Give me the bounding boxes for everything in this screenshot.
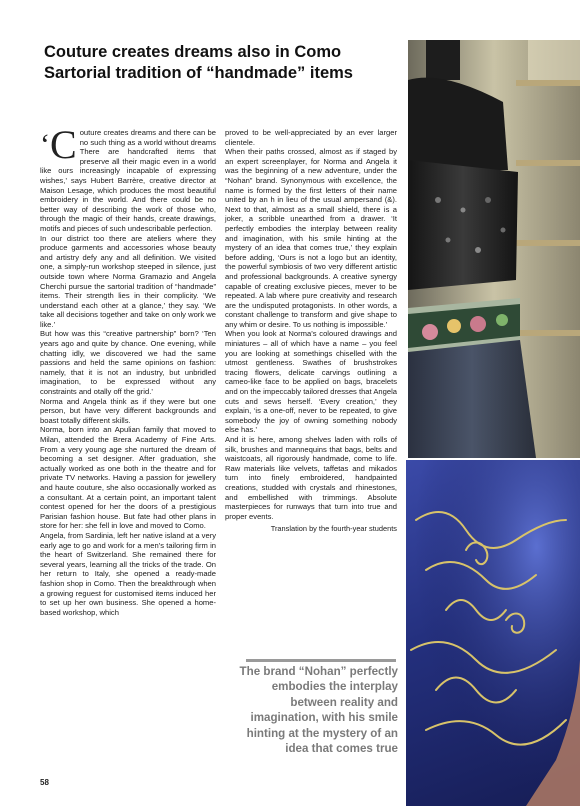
body-paragraph: In our district too there are ateliers where they produce garments and accessories whose beauty and artistry defy any and all definition. We visited one, a simply-run workshop steeped in silence, just outside town where Norma Gramazio and Angela Cherchi pursue the sartorial tradition of “handmade” items. Their strength lies in their complicity. ‘We understand each other at a glance,’ they say. ‘We take all decisions together and take on only work we like.’ [40,233,216,329]
pullquote: The brand “Nohan” perfectly embodies the interplay between reality and imagination, with his smile hinting at the mystery of an idea that comes true [239,665,398,756]
body-paragraph: When their paths crossed, almost as if staged by an expert screenplayer, for Norma and Angela it was the beginning of a new adventure, under the “Nohan” brand. Synonymous with excellence, the name is formed by the first letters of their name united by an h in lieu of the usual ampersand (&). Next to that, almost as a small shield, there is a joker, a scribble unearthed from a drawer. ‘It perfectly embodies the interplay between reality and imagination, with his smile hinting at the mystery of an idea that comes true,’ they explain before adding, ‘Ours is not a logo but an identity, the powerful symbiosis of two very different artistic and professional backgrounds. A creative synergy capable of creating exclusive pieces, mever to be repeated. A lab where pure creativity and research are the undisputed protagonists. In other words, a constant challenge to transform and give shape to any whim or desire. To us nothing is impossible.’ [225,147,397,329]
body-paragraph: And it is here, among shelves laden with rolls of silk, brushes and mannequins that bags, belts and waistcoats, all rigorously handmade, come to life. Raw materials like velvets, taffetas and mikados turn into finely embroidered, handpainted creations, studded with crystals and rhinestones, and embellished with trimmings. Absolute masterpieces for runways that turn into true and proper events. [225,435,397,521]
opening-paragraph: ‘C outure creates dreams and there can be no such thing as a world without dreams There are handcrafted items that preserve all their magic even in a world like ours increasingly incapable of expressing wishes,’ says Hubert Barrère, creative director at Maison Lesage, which produces the most beautiful embroidery in the world. And there could be no better way of describing the work of those who, through the magic of their hands, create drawings, motifs and pieces of such undescribable perfection. [40,122,216,233]
pullquote-rule [246,659,396,662]
translation-credit: Translation by the fourth-year students [270,524,397,534]
headline-line-2: Sartorial tradition of “handmade” items [44,64,353,82]
mannequin-illustration [408,40,580,458]
body-paragraph: proved to be well-appreciated by an ever larger clientele. [225,128,397,147]
body-paragraph: Norma and Angela think as if they were but one person, but have very different backgrounds and boast totally different skills. [40,396,216,425]
body-paragraph: When you look at Norma’s coloured drawings and miniatures – all of which have a name – you feel you are looking at somethings chiselled with the utmost gentleness. Swathes of brushstrokes tracing flowers, delicate carvings outlining a cameo-like face to be applied on bags, bracelets and on the impeccably tailored dresses that Angela cuts and sews herself. ‘Every creation,’ they explain, ‘is a one-off, never to be repeated, to give somebody the joy of owning something nobody else has.’ [225,329,397,435]
middle-column [225,128,397,534]
body-paragraph: Angela, from Sardinia, left her native island at a very early age to go and work for a men’s tailoring firm in the heart of Switzerland. She remained there for several years, learning all the tricks of the trade. On her return to Italy, she opened a ready-made fashion shop in Como. Then the breakthrough when a growing reguest for customised items induced her to set up her own business. She opened a home-based workshop, which [40,530,217,617]
left-column [40,122,217,617]
dropcap: ‘C [40,122,77,167]
embroidery-illustration [406,460,580,806]
page-number: 58 [40,778,49,787]
headline-line-1: Couture creates dreams also in Como [44,43,342,61]
headline [44,42,384,84]
body-paragraph: But how was this “creative partnership” born? ‘Ten years ago and quite by chance. One evening, while chatting idly, we discovered we had the same passions and held the same opinions on fashion: namely, that it is not an industry, but unbridled imagination, to be expressed without any constraints and otally off the grid.’ [40,329,216,397]
mannequin-photo [408,40,580,458]
embroidery-photo [406,460,580,806]
body-paragraph: Norma, born into an Apulian family that moved to Milan, attended the Brera Academy of Fine Arts. From a very young age she nurtured the dream of becoming a set designer. After graduation, she actually worked as one both in the theatre and for private TV networks. Having a passion for jewellery and haute couture, she also occasionally worked as a consultant. At a certain point, an important talent contest opened for her the doors of a prestigious Parisian fashion house. But fate had other plans in store for her: she fell in love and moved to Como. [40,425,216,531]
